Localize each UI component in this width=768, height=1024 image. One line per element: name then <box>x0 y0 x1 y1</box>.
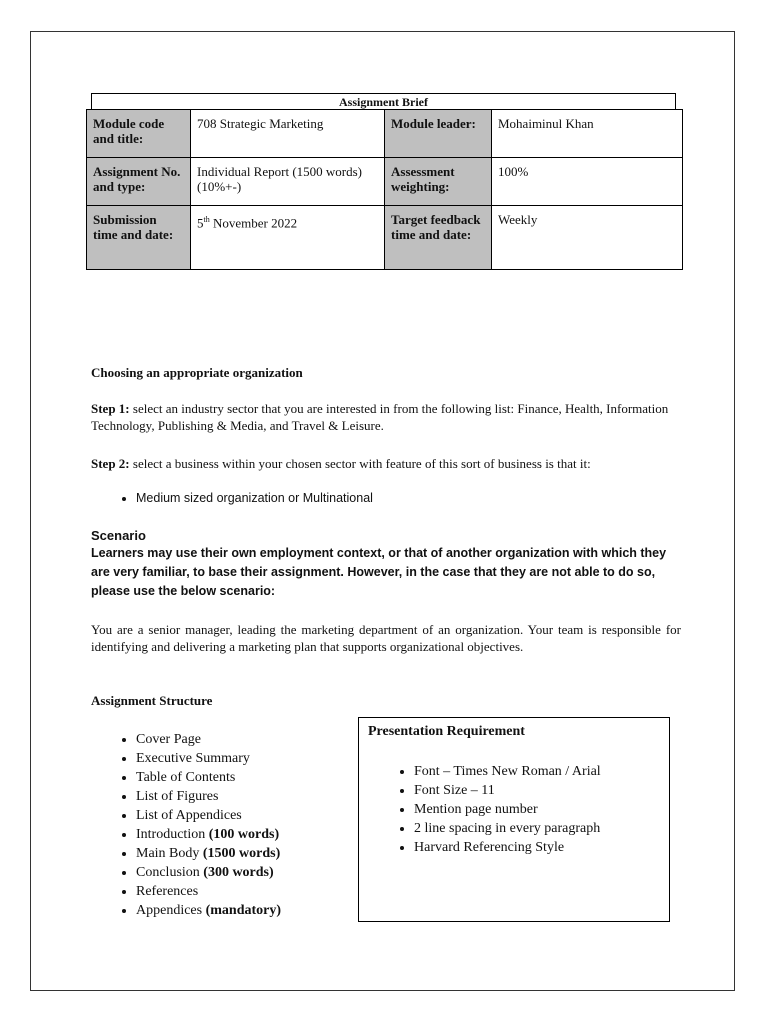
list-item: • Font Size – 11 <box>414 781 660 800</box>
module-code-value: 708 Strategic Marketing <box>191 110 385 158</box>
list-item <box>136 730 281 749</box>
item-text: List of Figures <box>136 789 219 804</box>
presentation-list <box>368 762 660 857</box>
list-item: • Font – Times New Roman / Arial <box>414 762 660 781</box>
item-text: Executive Summary <box>136 751 250 766</box>
step-1-text: select an industry sector that you are interested in from the following list: Finance, Health, Information Technology, Publishing & Media, and Travel & Leisure. <box>91 401 669 433</box>
submission-date-value <box>191 206 385 270</box>
item-text: List of Appendices <box>136 808 242 823</box>
org-size-list <box>91 490 681 507</box>
list-item <box>136 749 281 768</box>
module-leader-value: Mohaiminul Khan <box>492 110 683 158</box>
step-2-text: select a business within your chosen sector with feature of this sort of business is that it: <box>129 456 591 471</box>
module-leader-label: Module leader: <box>385 110 492 158</box>
item-words: (300 words) <box>203 865 274 880</box>
item-text: Table of Contents <box>136 770 236 785</box>
item-words: (mandatory) <box>205 903 282 918</box>
list-item <box>136 768 281 787</box>
table-row <box>87 110 683 158</box>
submission-day: 5 <box>197 215 204 231</box>
feedback-time-label: Target feedback time and date: <box>385 206 492 270</box>
list-item <box>136 863 281 882</box>
brief-table <box>86 109 683 270</box>
list-item <box>136 901 281 920</box>
list-item: • 2 line spacing in every paragraph <box>414 819 660 838</box>
list-item <box>136 825 281 844</box>
scenario-section <box>91 527 681 601</box>
assignment-type-label: Assignment No. and type: <box>87 158 191 206</box>
table-row <box>87 158 683 206</box>
scenario-heading: Scenario <box>91 528 146 543</box>
step-2-label: Step 2: <box>91 456 130 471</box>
scenario-paragraph: You are a senior manager, leading the marketing department of an organization. Your team is responsible for identifying and delivering a marketing plan that supports organizational objectives. <box>91 622 681 654</box>
list-item <box>136 787 281 806</box>
list-item <box>136 882 281 901</box>
item-text: Conclusion <box>136 865 204 880</box>
list-item: • Harvard Referencing Style <box>414 838 660 857</box>
submission-day-suffix: th <box>203 215 210 224</box>
feedback-time-value: Weekly <box>492 206 683 270</box>
step-1 <box>91 400 681 434</box>
list-item: • Medium sized organization or Multinational <box>136 490 681 507</box>
structure-list <box>91 730 281 920</box>
item-text: Introduction <box>136 827 209 842</box>
step-2 <box>91 455 681 472</box>
list-item <box>136 806 281 825</box>
step-1-label: Step 1: <box>91 401 130 416</box>
submission-month-year: November 2022 <box>209 215 298 231</box>
brief-title: Assignment Brief <box>91 93 676 109</box>
module-code-label: Module code and title: <box>87 110 191 158</box>
structure-heading: Assignment Structure <box>91 693 213 708</box>
scenario-text: Learners may use their own employment context, or that of another organization with which they are very familiar, to base their assignment. However, in the case that they are not able to do so, please use the below scenario: <box>91 546 667 598</box>
presentation-requirement-box <box>358 717 670 922</box>
table-row <box>87 206 683 270</box>
assignment-brief-table <box>86 93 682 270</box>
assessment-weighting-label: Assessment weighting: <box>385 158 492 206</box>
presentation-heading: Presentation Requirement <box>368 724 525 739</box>
item-text: Appendices <box>136 903 206 918</box>
list-item: • Mention page number <box>414 800 660 819</box>
item-text: Cover Page <box>136 732 201 747</box>
item-words: (100 words) <box>208 827 280 842</box>
item-text: References <box>136 884 199 899</box>
item-text: Main Body <box>136 846 203 861</box>
assignment-type-value: Individual Report (1500 words) (10%+-) <box>191 158 385 206</box>
item-words: (1500 words) <box>202 846 281 861</box>
choosing-heading: Choosing an appropriate organization <box>91 365 303 380</box>
assessment-weighting-value: 100% <box>492 158 683 206</box>
submission-date-label: Submission time and date: <box>87 206 191 270</box>
list-item <box>136 844 281 863</box>
